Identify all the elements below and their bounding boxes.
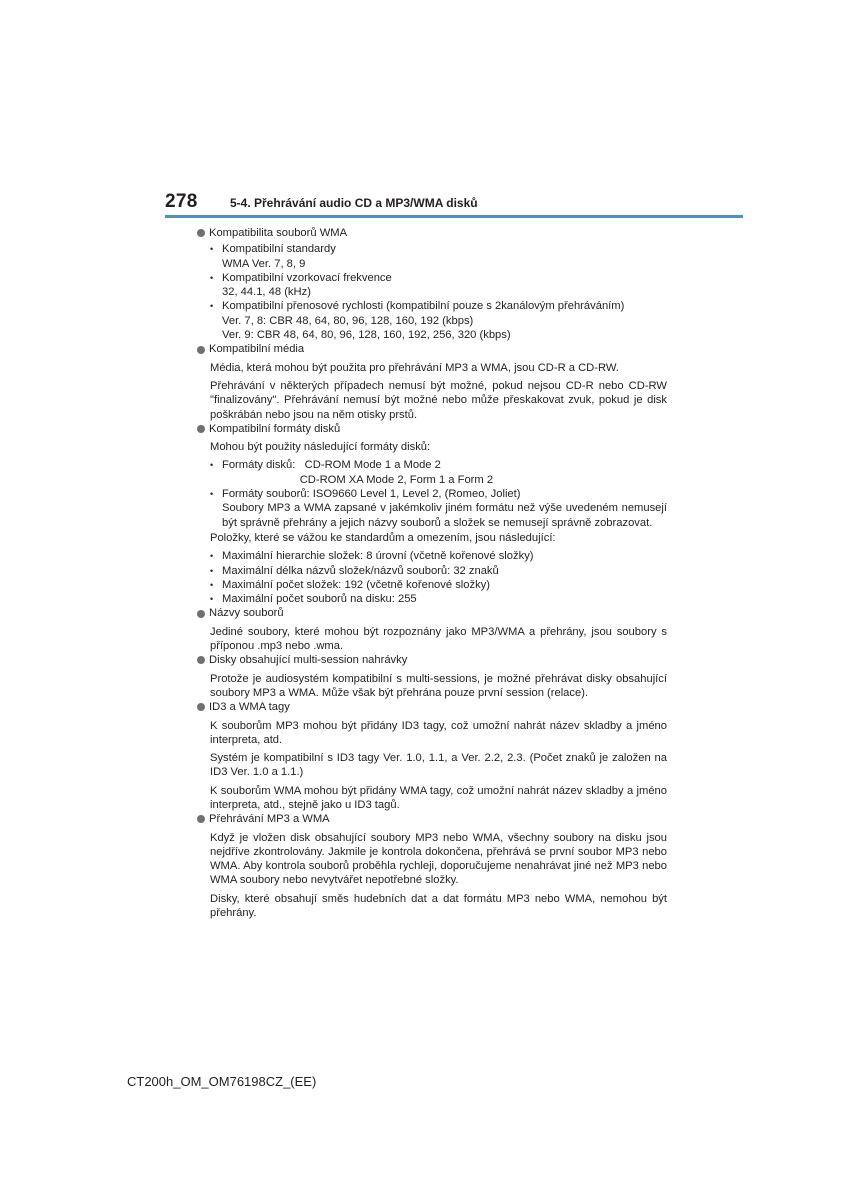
section-playback (197, 812, 667, 920)
bullet-icon (197, 610, 205, 618)
section-heading: Názvy souborů (209, 607, 284, 620)
list-item: • Maximální délka názvů složek/názvů souborů: 32 znaků (210, 564, 499, 577)
list-item: • Formáty souborů: ISO9660 Level 1, Level 2, (Romeo, Joliet) Soubory MP3 a WMA zapsané v jakémkoliv jiném formátu než výše uvedeném nemusejí být správně přehrány a jejich názvy souborů a složek se nemusejí správně zobrazovat. (210, 488, 667, 529)
section-heading: Kompatibilita souborů WMA (209, 227, 348, 239)
bullet-icon (197, 229, 205, 237)
footer-code: CT200h_OM_OM76198CZ_(EE) (127, 1074, 317, 1089)
section-multisession (197, 653, 667, 700)
list-item: • Maximální počet složek: 192 (včetně kořenové složky) (210, 578, 490, 591)
list-item: • Kompatibilní standardy WMA Ver. 7, 8, 9 (210, 243, 336, 270)
section-id3-wma-tags (197, 700, 667, 812)
paragraph: Mohou být použity následující formáty disků: (210, 441, 431, 454)
paragraph: Přehrávání v některých případech nemusí být možné, pokud nejsou CD-R nebo CD-RW "finalizovány". Přehrávání nemusí být možné nebo může přeskakovat zvuk, pokud je disk poškrábán nebo jsou na něm otisky prstů. (210, 379, 667, 421)
bullet-icon (197, 425, 205, 433)
paragraph: Média, která mohou být použita pro přehrávání MP3 a WMA, jsou CD-R a CD-RW. (210, 361, 619, 374)
paragraph: K souborům MP3 mohou být přidány ID3 tagy, což umožní nahrát název skladby a jméno interpreta, atd. (210, 719, 667, 746)
paragraph: Disky, které obsahují směs hudebních dat a dat formátu MP3 nebo WMA, nemohou být přehrány. (210, 892, 667, 920)
section-heading: Kompatibilní média (209, 343, 305, 356)
section-wma-compat (197, 226, 667, 342)
section-heading: ID3 a WMA tagy (209, 701, 290, 714)
bullet-icon (197, 815, 205, 823)
paragraph: Jediné soubory, které mohou být rozpoznány jako MP3/WMA a přehrány, jsou soubory s příponou .mp3 nebo .wma. (210, 625, 667, 653)
page-content (197, 226, 667, 920)
list-item: • Maximální hierarchie složek: 8 úrovní (včetně kořenové složky) (210, 550, 534, 563)
paragraph: Protože je audiosystém kompatibilní s multi-sessions, je možné přehrávat disky obsahující soubory MP3 a WMA. Může však být přehrána pouze první session (relace). (210, 672, 667, 699)
paragraph: K souborům WMA mohou být přidány WMA tagy, což umožní nahrát název skladby a jméno interpreta, atd., stejně jako u ID3 tagů. (210, 784, 667, 811)
section-disc-formats (197, 422, 667, 607)
paragraph: Položky, které se vážou ke standardům a omezením, jsou následující: (210, 531, 556, 544)
bullet-icon (197, 656, 205, 664)
bullet-icon (197, 703, 205, 711)
list-item: • Kompatibilní přenosové rychlosti (kompatibilní pouze s 2kanálovým přehráváním) Ver. 7, 8: CBR 48, 64, 80, 96, 128, 160, 192 (kbps) Ver. 9: CBR 48, 64, 80, 96, 128, 160, 192, 256, 320 (kbps) (210, 300, 625, 342)
section-media (197, 342, 667, 421)
section-heading: Kompatibilní formáty disků (209, 422, 341, 435)
paragraph: Systém je kompatibilní s ID3 tagy Ver. 1.0, 1.1, a Ver. 2.2, 2.3. (Počet znaků je založen na ID3 Ver. 1.0 a 1.1.) (210, 752, 667, 779)
list-item: • Formáty disků: CD-ROM Mode 1 a Mode 2 CD-ROM XA Mode 2, Form 1 a Form 2 (210, 459, 494, 486)
list-item: • Kompatibilní vzorkovací frekvence 32, 44.1, 48 (kHz) (210, 271, 392, 299)
list-item: • Maximální počet souborů na disku: 255 (210, 593, 417, 606)
section-heading: Přehrávání MP3 a WMA (209, 813, 330, 826)
section-file-names (197, 606, 667, 653)
bullet-icon (197, 346, 205, 354)
page-number: 278 (165, 191, 198, 212)
section-title: 5-4. Přehrávání audio CD a MP3/WMA disků (230, 196, 478, 210)
paragraph: Když je vložen disk obsahující soubory MP3 nebo WMA, všechny soubory na disku jsou nejdříve zkontrolovány. Jakmile je kontrola dokončena, přehrává se první soubor MP3 nebo WMA. Aby kontrola souborů proběhla rychleji, doporučujeme nenahrávat jiné než MP3 nebo WMA soubory nebo nevytvářet nepotřebné složky. (210, 831, 667, 887)
section-heading: Disky obsahující multi-session nahrávky (209, 654, 408, 667)
header-rule (165, 215, 743, 218)
